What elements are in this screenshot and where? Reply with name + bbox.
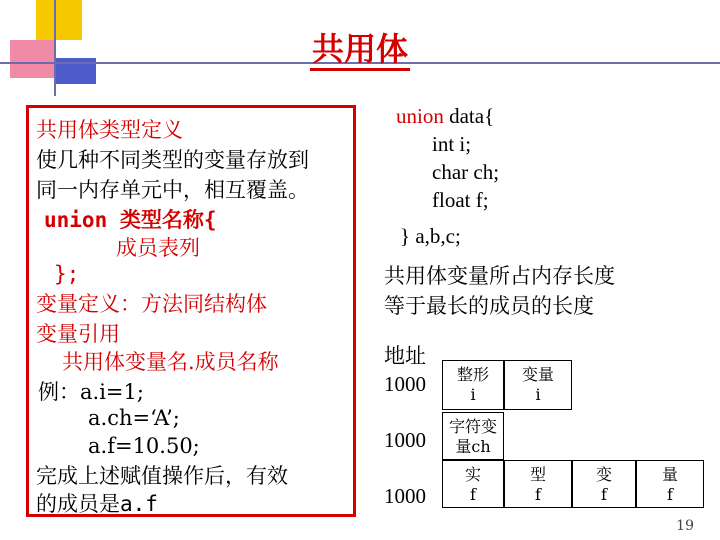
page-title: 共用体 — [0, 24, 720, 70]
var-reference-line: 变量引用 — [36, 322, 120, 346]
memory-desc-line-2: 等于最长的成员的长度 — [384, 294, 594, 318]
var-definition-line: 变量定义：方法同结构体 — [36, 292, 267, 316]
memory-cell-float: 量 f — [636, 460, 704, 508]
address-header: 地址 — [384, 344, 426, 368]
union-type-heading: 共用体类型定义 — [36, 118, 183, 142]
conclusion-line-1: 完成上述赋值操作后，有效 — [36, 464, 288, 488]
page-number: 19 — [676, 518, 694, 534]
address-value: 1000 — [384, 372, 426, 396]
code-line-5: } a,b,c; — [400, 224, 461, 248]
union-syntax-line: union 类型名称{ — [44, 208, 217, 232]
desc-line-2: 同一内存单元中，相互覆盖。 — [36, 178, 309, 202]
memory-cell-char: 字符变 量ch — [442, 412, 504, 460]
code-line-2: int i; — [432, 132, 472, 156]
memory-cell-float: 实 f — [442, 460, 504, 508]
memory-cell-float: 型 f — [504, 460, 572, 508]
code-line-1: union data{ — [396, 104, 495, 128]
member-access-line: 共用体变量名.成员名称 — [62, 350, 279, 374]
memory-desc-line-1: 共用体变量所占内存长度 — [384, 264, 615, 288]
address-value: 1000 — [384, 428, 426, 452]
code-line-4: float f; — [432, 188, 489, 212]
memory-cell-int: 变量 i — [504, 360, 572, 410]
address-value: 1000 — [384, 484, 426, 508]
example-line-1: 例：a.i=1; — [38, 380, 144, 404]
conclusion-line-2: 的成员是a.f — [36, 492, 158, 516]
example-line-2: a.ch=‘A’; — [88, 406, 180, 430]
example-line-3: a.f=10.50; — [88, 434, 200, 458]
memory-cell-float: 变 f — [572, 460, 636, 508]
member-list-line: 成员表列 — [116, 236, 200, 260]
desc-line-1: 使几种不同类型的变量存放到 — [36, 148, 309, 172]
memory-cell-int: 整形 i — [442, 360, 504, 410]
union-close-line: }; — [54, 262, 80, 286]
code-line-3: char ch; — [432, 160, 500, 184]
